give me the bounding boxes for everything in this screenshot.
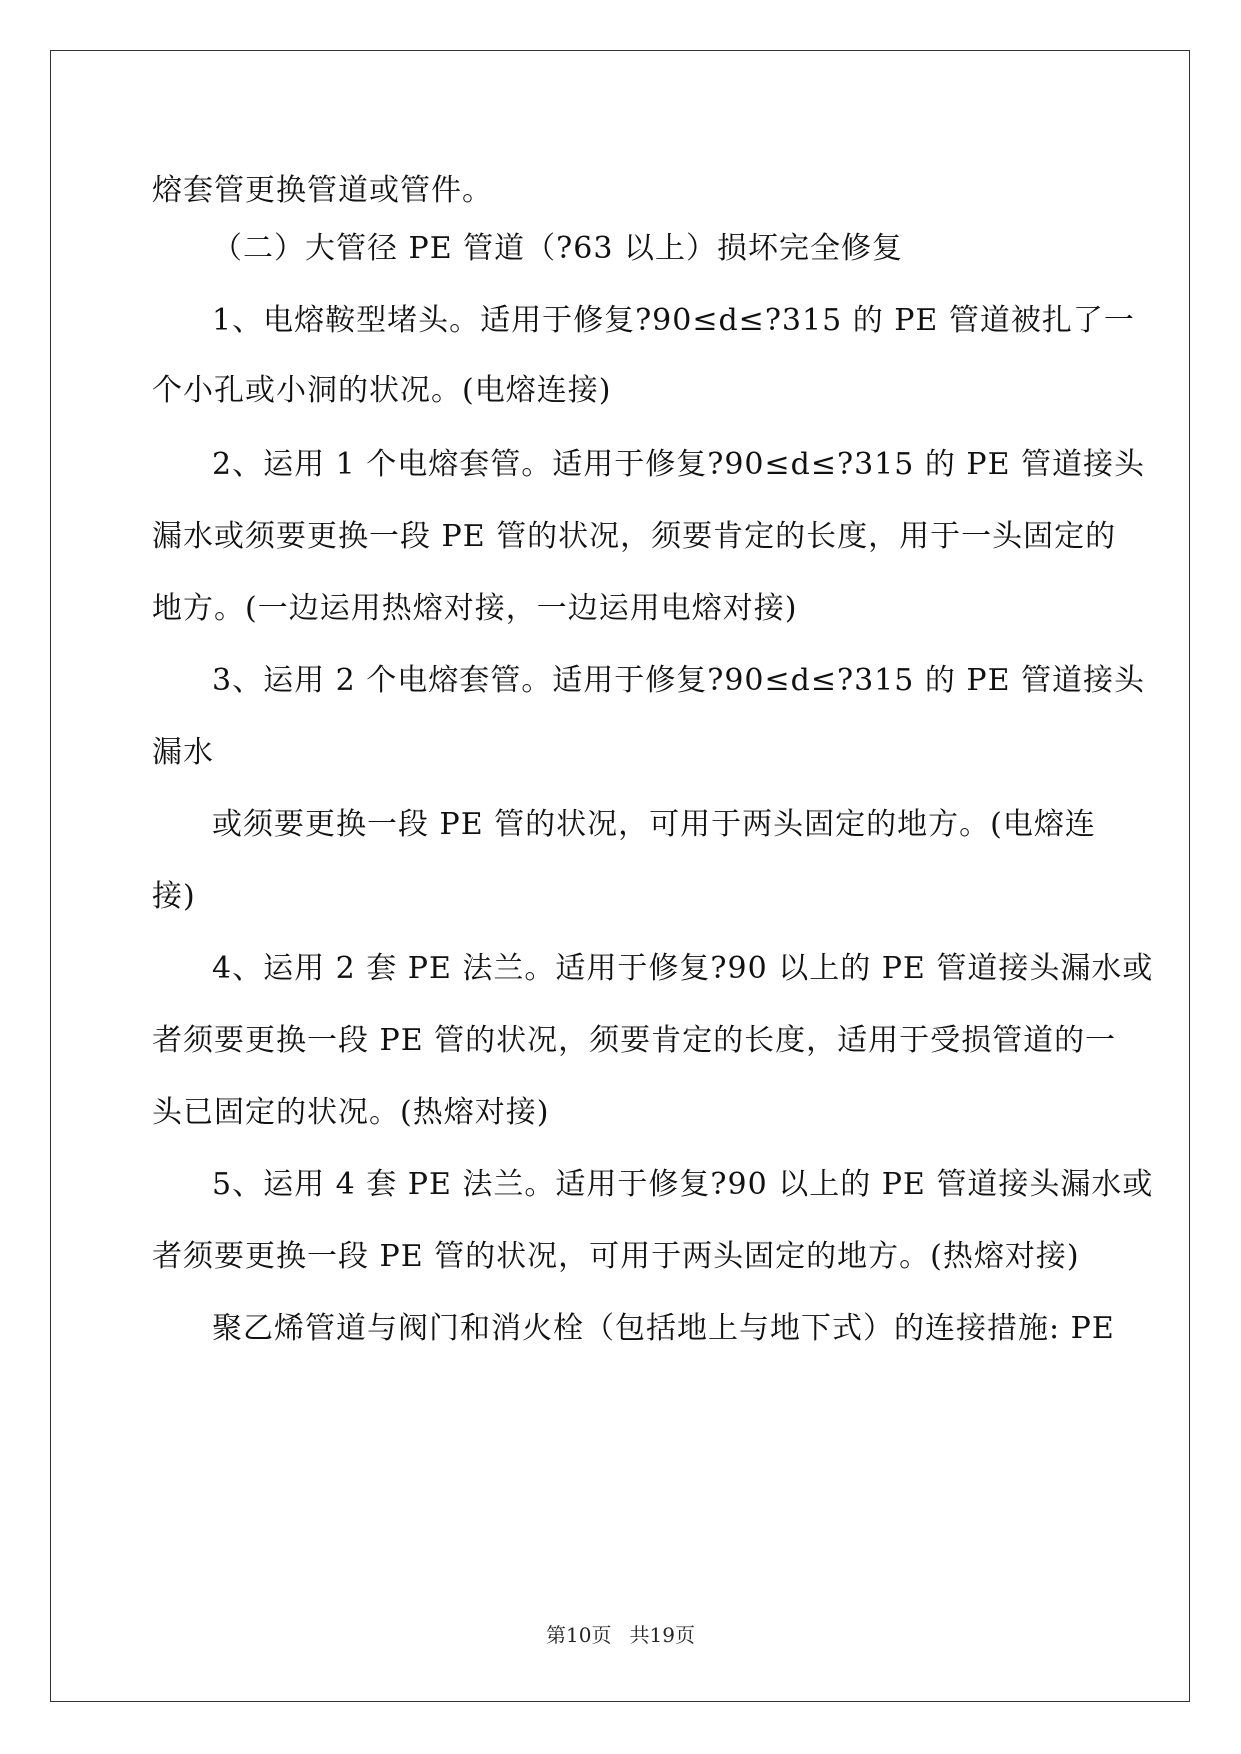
text-line: 3、运用 2 个电熔套管。适用于修复?90≤d≤?315 的 PE 管道接头 — [212, 663, 1146, 698]
page-footer — [0, 1623, 1241, 1647]
text-line: 者须要更换一段 PE 管的状况，可用于两头固定的地方。(热熔对接) — [152, 1239, 1080, 1274]
page-total: 共19页 — [629, 1623, 695, 1647]
text-line: 熔套管更换管道或管件。 — [152, 173, 493, 208]
page-border — [50, 50, 1190, 1702]
text-line: 头已固定的状况。(热熔对接) — [152, 1095, 550, 1130]
section-heading: （二）大管径 PE 管道（?63 以上）损坏完全修复 — [212, 231, 903, 266]
text-line: 个小孔或小洞的状况。(电熔连接) — [152, 373, 612, 408]
text-line: 1、电熔鞍型堵头。适用于修复?90≤d≤?315 的 PE 管道被扎了一 — [212, 303, 1135, 338]
text-line: 漏水 — [152, 735, 214, 770]
text-line: 2、运用 1 个电熔套管。适用于修复?90≤d≤?315 的 PE 管道接头 — [212, 447, 1146, 482]
text-line: 或须要更换一段 PE 管的状况，可用于两头固定的地方。(电熔连 — [212, 807, 1096, 842]
text-line: 地方。(一边运用热熔对接，一边运用电熔对接) — [152, 591, 798, 626]
text-line: 聚乙烯管道与阀门和消火栓（包括地上与地下式）的连接措施: PE — [212, 1311, 1115, 1346]
text-line: 接) — [152, 879, 196, 914]
text-line: 5、运用 4 套 PE 法兰。适用于修复?90 以上的 PE 管道接头漏水或 — [212, 1167, 1154, 1202]
text-line: 漏水或须要更换一段 PE 管的状况，须要肯定的长度，用于一头固定的 — [152, 519, 1117, 554]
text-line: 者须要更换一段 PE 管的状况，须要肯定的长度，适用于受损管道的一 — [152, 1023, 1117, 1058]
page-number: 第10页 — [546, 1623, 612, 1647]
text-line: 4、运用 2 套 PE 法兰。适用于修复?90 以上的 PE 管道接头漏水或 — [212, 951, 1154, 986]
